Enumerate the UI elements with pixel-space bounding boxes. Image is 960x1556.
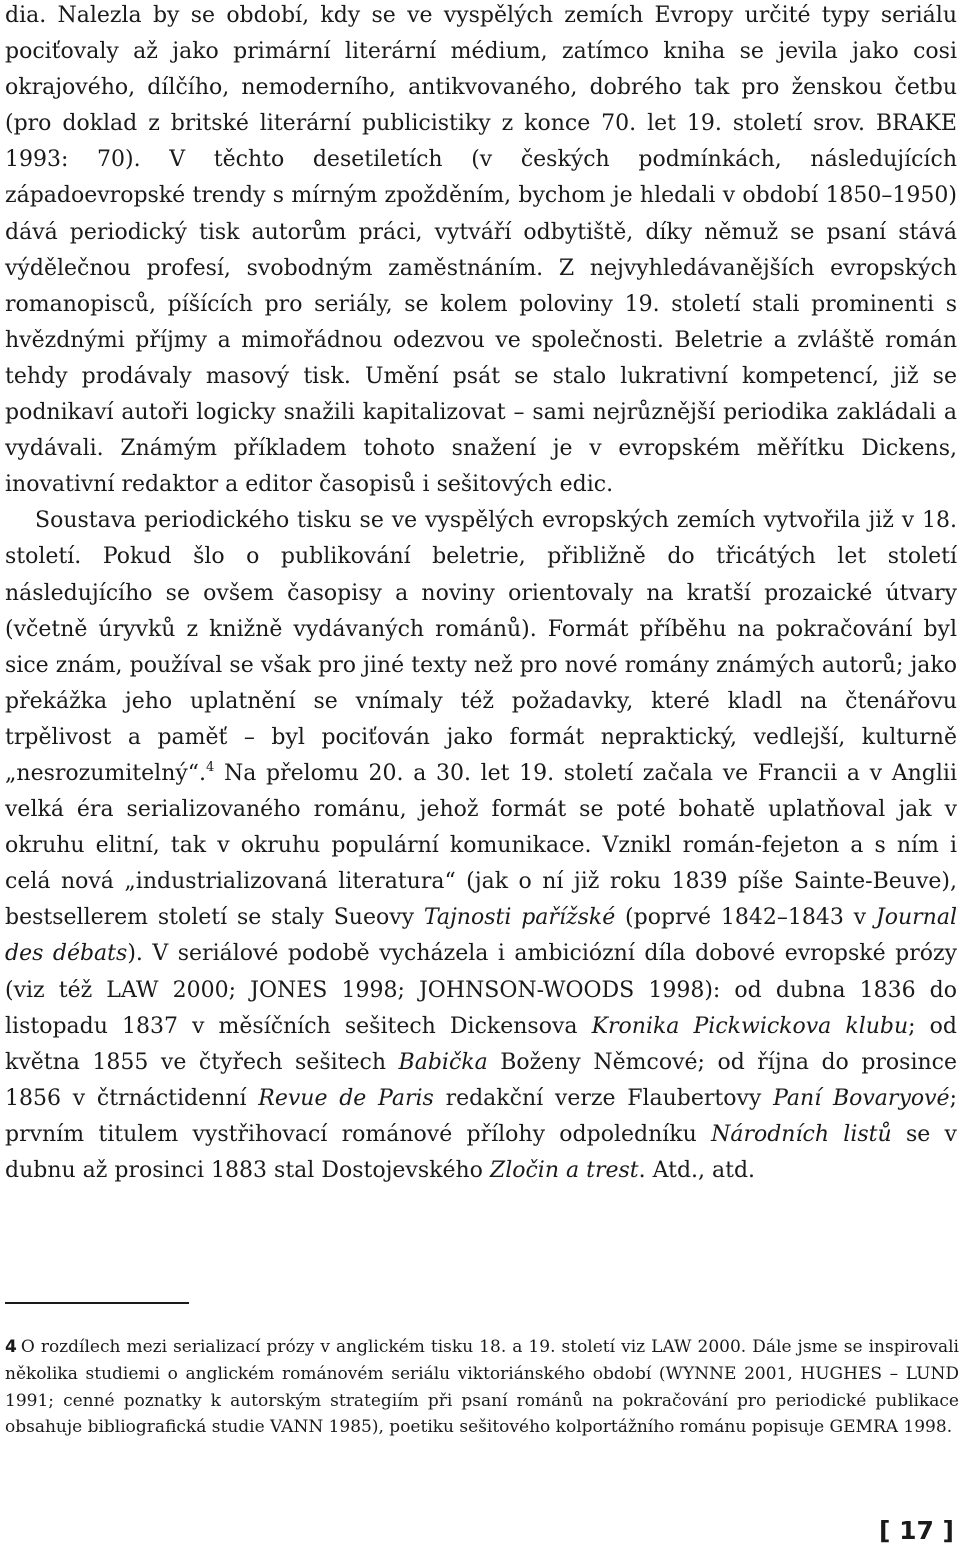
paragraph-2-text-2: Na přelomu 20. a 30. let 19. století začala ve Francii a v Anglii velká éra serializovaného románu, jehož formát se poté bohatě uplatňoval jak v okruhu elitní, tak v okruhu populární komunikace. Vznikl román-fejeton a s ním i celá nová „industrializovaná literatura“ (jak o ní již roku 1839 píše Sainte-Beuve), bestsellerem století se staly Sueovy: [5, 760, 957, 931]
title-journal-des-debats: Journal des débats: [5, 905, 957, 967]
title-revue-de-paris: Revue de Paris: [258, 1085, 434, 1111]
title-kronika-pickwickova-klubu: Kronika Pickwickova klubu: [591, 1013, 909, 1039]
paragraph-2-text-4: ). V seriálové podobě vycházela i ambiciózní díla dobové evropské prózy (viz též LAW 2000; JONES 1998; JOHNSON-WOODS 1998): od dubna 1836 do listopadu 1837 v měsíčních sešitech Dickensova: [5, 941, 957, 1039]
title-narodnich-listu: Národních listů: [711, 1121, 892, 1147]
paragraph-2: [5, 503, 957, 1189]
title-pani-bovaryove: Paní Bovaryové: [773, 1085, 950, 1111]
title-zlocin-a-trest: Zločin a trest: [489, 1158, 639, 1183]
page: [5, 0, 957, 1189]
paragraph-1-text: dia. Nalezla by se období, kdy se ve vyspělých zemích Evropy určité typy seriálu pociťovaly až jako primární literární médium, zatímco kniha se jevila jako cosi okrajového, dílčího, nemoderního, antikvovaného, dobrého tak pro ženskou četbu (pro doklad z britské literární publicistiky z konce 70. let 19. století srov. BRAKE 1993: 70). V těchto desetiletích (v českých podmínkách, následujících západoevropské trendy s mírným zpožděním, bychom je hledali v období 1850–1950) dává periodický tisk autorům práci, vytváří odbytiště, díky němuž se psaní stává výdělečnou profesí, svobodným zaměstnáním. Z nejvyhledávanějších evropských romanopisců, píšících pro seriály, se kolem poloviny 19. století stali prominenti s hvězdnými příjmy a mimořádnou odezvou ve společnosti. Beletrie a zvláště román tehdy prodávaly masový tisk. Umění psát se stalo lukrativní kompetencí, již se podnikaví autoři logicky snažili kapitalizovat – sami nejrůznější periodika zakládali a vydávali. Známým příkladem tohoto snažení je v evropském měřítku Dickens, inovativní redaktor a editor časopisů i sešitových edic.: [5, 3, 957, 498]
paragraph-2-text-5: ; od května 1855 ve čtyřech sešitech: [5, 1013, 957, 1075]
paragraph-1: [5, 0, 957, 503]
paragraph-2-text-3: (poprvé 1842–1843 v: [615, 905, 876, 931]
paragraph-2-text-9: se v dubnu až prosinci 1883 stal Dostojevského: [5, 1121, 957, 1183]
main-text: [5, 0, 957, 1189]
paragraph-2-text-10: . Atd., atd.: [638, 1158, 756, 1183]
paragraph-2-text-1: Soustava periodického tisku se ve vyspělých evropských zemích vytvořila již v 18. století. Pokud šlo o publikování beletrie, přibližně do třicátých let století následujícího se ovšem časopisy a noviny orientovaly na kratší prozaické útvary (včetně úryvků z knižně vydávaných románů). Formát příběhu na pokračování byl sice znám, používal se však pro jiné texty než pro nové romány známých autorů; jako překážka jeho uplatnění se vnímaly též požadavky, které kladl na čtenářovu trpělivost a paměť – byl pociťován jako formát nepraktický, vedlejší, kulturně „nesrozumitelný“.: [5, 508, 957, 786]
footnote: [5, 1334, 959, 1441]
footnote-divider: [5, 1302, 189, 1304]
title-tajnosti-parizske: Tajnosti pařížské: [423, 905, 616, 931]
footnote-number: 4: [5, 1337, 17, 1357]
page-number: [ 17 ]: [878, 1516, 954, 1545]
paragraph-2-text-7: redakční verze Flaubertovy: [433, 1085, 774, 1111]
paragraph-2-text-8: ; prvním titulem vystřihovací románové přílohy odpoledníku: [5, 1085, 957, 1147]
footnote-reference[interactable]: 4: [206, 759, 215, 775]
title-babicka: Babička: [398, 1049, 488, 1075]
paragraph-2-text-6: Boženy Němcové; od října do prosince 1856 v čtrnáctidenní: [5, 1049, 957, 1111]
footnote-text: O rozdílech mezi serializací prózy v anglickém tisku 18. a 19. století viz LAW 2000. Dále jsme se inspirovali několika studiemi o anglickém románovém seriálu viktoriánského období (WYNNE 2001, HUGHES – LUND 1991; cenné poznatky k autorským strategiím při psaní románů na pokračování pro periodické publikace obsahuje bibliografická studie VANN 1985), poetiku sešitového kolportážního románu popisuje GEMRA 1998.: [5, 1337, 959, 1438]
